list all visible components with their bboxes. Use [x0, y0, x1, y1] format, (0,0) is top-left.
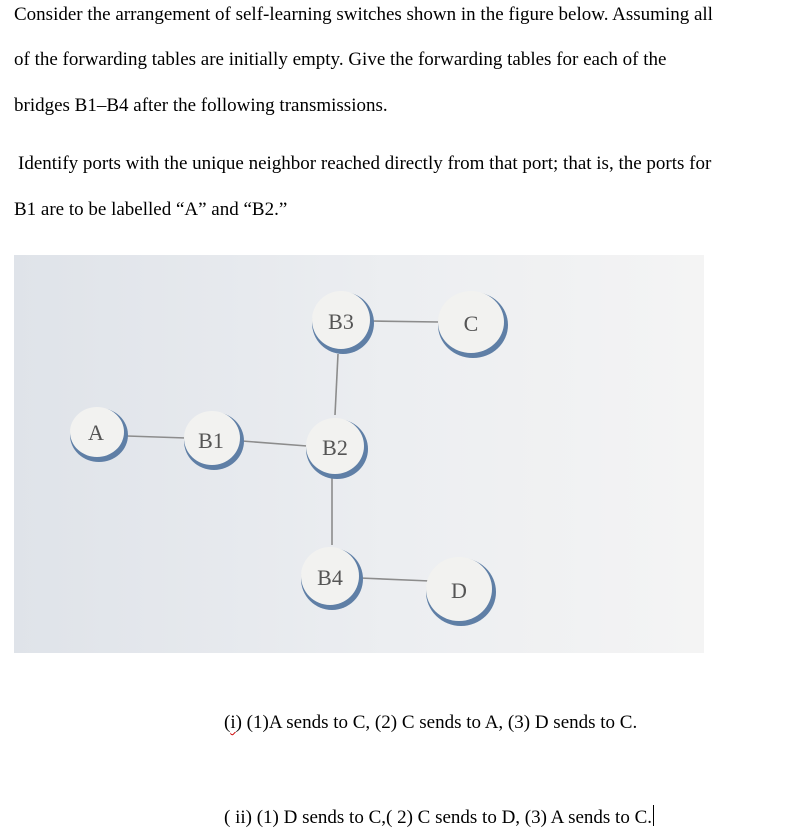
question-ii-text: ( ii) (1) D sends to C,( 2) C sends to D, (3) A sends to C. [224, 807, 653, 828]
paragraph-line-3: bridges B1–B4 after the following transmissions. [14, 95, 388, 116]
question-ii[interactable] [224, 805, 654, 829]
question-i [224, 712, 637, 734]
question-i-text: ) (1)A sends to C, (2) C sends to A, (3) D sends to C. [235, 712, 638, 733]
network-diagram [14, 255, 704, 653]
svg-text:B2: B2 [322, 435, 348, 460]
question-i-open: ( [224, 712, 231, 733]
svg-text:D: D [451, 578, 467, 603]
svg-text:B1: B1 [198, 428, 224, 453]
svg-text:A: A [88, 420, 104, 445]
network-figure [14, 255, 704, 653]
link-b3-c [371, 321, 439, 322]
svg-text:B4: B4 [317, 565, 343, 590]
text-cursor [653, 805, 654, 826]
paragraph-line-2: of the forwarding tables are initially empty. Give the forwarding tables for each of the [14, 49, 667, 70]
paragraph-line-4: Identify ports with the unique neighbor reached directly from that port; that is, the ports for [18, 153, 712, 174]
paragraph-line-1: Consider the arrangement of self-learning switches shown in the figure below. Assuming all [14, 4, 713, 25]
paragraph-line-5: B1 are to be labelled “A” and “B2.” [14, 199, 288, 220]
svg-text:C: C [463, 311, 479, 336]
svg-text:B3: B3 [328, 309, 354, 334]
question-i-numeral: i [230, 712, 236, 733]
